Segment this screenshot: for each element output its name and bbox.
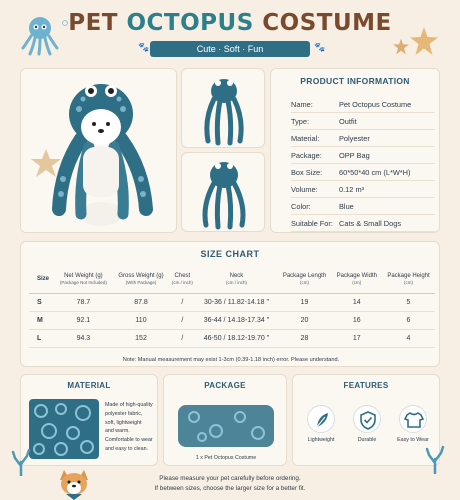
material-line: and warm. — [105, 428, 130, 435]
product-info-title: PRODUCT INFORMATION — [300, 76, 410, 86]
product-info-panel — [270, 68, 440, 233]
costume-back-image — [182, 153, 265, 232]
title-word-octopus: OCTOPUS — [126, 10, 254, 36]
info-row-suitable — [291, 215, 435, 232]
cell-package-length: 28 — [277, 329, 331, 347]
cell-gross-weight: 152 — [113, 329, 170, 347]
info-label: Material: — [291, 133, 320, 143]
column-header-sub: (cm / inch) — [225, 279, 247, 285]
column-header — [169, 265, 195, 293]
info-row-package — [291, 147, 435, 164]
cell-chest: / — [169, 329, 195, 347]
product-photo-front — [181, 68, 265, 148]
column-header-label: Gross Weight (g) — [118, 272, 164, 279]
cell-package-width: 17 — [332, 329, 382, 347]
package-caption: 1 x Pet Octopus Costume — [195, 455, 257, 461]
features-title: FEATURES — [343, 381, 389, 390]
material-line: soft, lightweight — [105, 419, 142, 426]
product-photo-main — [20, 68, 177, 233]
column-header — [196, 265, 278, 293]
column-header-sub: (cm) — [352, 279, 362, 285]
info-value: Blue — [339, 201, 354, 211]
table-row — [29, 329, 435, 347]
material-panel — [20, 374, 158, 466]
info-value: Outfit — [339, 116, 357, 126]
cell-package-height: 6 — [382, 311, 435, 329]
dog-in-octopus-costume-image — [21, 69, 177, 233]
cell-net-weight: 78.7 — [54, 293, 113, 311]
product-photo-back — [181, 152, 265, 232]
column-header-sub: (cm / inch) — [171, 279, 193, 285]
cell-package-length: 20 — [277, 311, 331, 329]
cell-net-weight: 94.3 — [54, 329, 113, 347]
feature-label: Durable — [357, 437, 377, 443]
shield-check-icon — [353, 405, 381, 433]
material-line: and easy to clean. — [105, 445, 148, 452]
column-header — [332, 265, 382, 293]
coral-icon — [424, 444, 446, 474]
info-label: Name: — [291, 99, 313, 109]
cell-size: M — [29, 311, 54, 329]
feature-label: Easy to Wear — [397, 437, 429, 443]
column-header — [113, 265, 170, 293]
column-header-label: Chest — [174, 272, 191, 279]
features-panel — [292, 374, 440, 466]
column-header-label: Package Height — [387, 272, 430, 279]
table-row — [29, 293, 435, 311]
material-line: Comfortable to wear — [105, 437, 153, 444]
cell-neck: 36-44 / 14.18-17.34 " — [196, 311, 278, 329]
title-word-pet: PET — [68, 10, 118, 36]
feature-label: Lightweight — [307, 437, 335, 443]
material-line: Made of high-quality — [105, 402, 153, 408]
info-label: Volume: — [291, 184, 318, 194]
info-label: Suitable For: — [291, 218, 333, 228]
info-row-color — [291, 198, 435, 215]
title-word-costume: COSTUME — [262, 10, 392, 36]
cell-package-width: 16 — [332, 311, 382, 329]
material-title: MATERIAL — [67, 381, 111, 390]
info-value: Pet Octopus Costume — [339, 99, 412, 109]
column-header-label: Neck — [229, 272, 244, 279]
info-label: Package: — [291, 150, 322, 160]
material-line: polyester fabric, — [105, 410, 143, 417]
cell-package-width: 14 — [332, 293, 382, 311]
cell-neck: 46-50 / 18.12-19.70 " — [196, 329, 278, 347]
table-row — [29, 311, 435, 329]
column-header-label: Package Width — [336, 272, 377, 279]
column-header — [382, 265, 435, 293]
cell-net-weight: 92.1 — [54, 311, 113, 329]
feature-easy-to-wear — [393, 405, 433, 443]
tagline-ribbon: Cute · Soft · Fun — [150, 41, 310, 57]
footer-line: If between sizes, choose the larger size for a better fit. — [154, 485, 306, 492]
info-row-material — [291, 130, 435, 147]
size-chart-title: SIZE CHART — [200, 249, 260, 259]
product-info-list — [291, 96, 435, 232]
info-value: 60*50*40 cm (L*W*H) — [339, 167, 411, 177]
cell-package-length: 19 — [277, 293, 331, 311]
paw-icon: 🐾 — [138, 42, 150, 52]
costume-front-image — [182, 69, 265, 148]
info-label: Color: — [291, 201, 311, 211]
cell-chest: / — [169, 311, 195, 329]
cell-chest: / — [169, 293, 195, 311]
column-header-label: Net Weight (g) — [64, 272, 103, 279]
column-header — [54, 265, 113, 293]
column-header-sub: (Package Not Included) — [59, 279, 107, 285]
column-header — [277, 265, 331, 293]
column-header-label: Package Length — [282, 272, 327, 279]
info-row-box-size — [291, 164, 435, 181]
info-row-type — [291, 113, 435, 130]
fabric-swatch-image — [29, 399, 99, 459]
column-header-label: Size — [37, 275, 50, 282]
feature-lightweight — [301, 405, 341, 443]
info-value: Polyester — [339, 133, 370, 143]
footer-note — [0, 474, 460, 494]
cell-size: L — [29, 329, 54, 347]
column-header — [29, 265, 54, 293]
info-value: OPP Bag — [339, 150, 370, 160]
info-label: Box Size: — [291, 167, 323, 177]
info-value: 0.12 m³ — [339, 184, 365, 194]
info-row-volume — [291, 181, 435, 198]
size-chart-table — [29, 265, 435, 348]
starfish-small-icon — [392, 38, 410, 55]
info-row-name — [291, 96, 435, 113]
package-panel — [163, 374, 287, 466]
packaged-costume-image — [176, 401, 276, 451]
column-header-sub: (cm) — [404, 279, 413, 285]
info-value: Cats & Small Dogs — [339, 218, 402, 228]
feather-icon — [307, 405, 335, 433]
footer-line: Please measure your pet carefully before ordering. — [159, 475, 301, 482]
cell-size: S — [29, 293, 54, 311]
cell-package-height: 5 — [382, 293, 435, 311]
package-title: PACKAGE — [204, 381, 246, 390]
feature-durable — [347, 405, 387, 443]
cell-neck: 30-36 / 11.82-14.18 " — [196, 293, 278, 311]
shirt-icon — [399, 405, 427, 433]
cell-package-height: 4 — [382, 329, 435, 347]
column-header-sub: (cm) — [300, 279, 309, 285]
size-chart-panel — [20, 241, 440, 367]
coral-icon — [10, 448, 32, 476]
paw-icon: 🐾 — [314, 42, 326, 52]
page-title — [0, 10, 460, 36]
info-label: Type: — [291, 116, 310, 126]
cell-gross-weight: 87.8 — [113, 293, 170, 311]
column-header-sub: (With Package) — [125, 279, 157, 285]
measurement-note: Note: Manual measurement may exist 1-3cm (0.39-1.18 inch) error. Please understand. — [122, 357, 340, 363]
table-header-row — [29, 265, 435, 293]
cell-gross-weight: 110 — [113, 311, 170, 329]
